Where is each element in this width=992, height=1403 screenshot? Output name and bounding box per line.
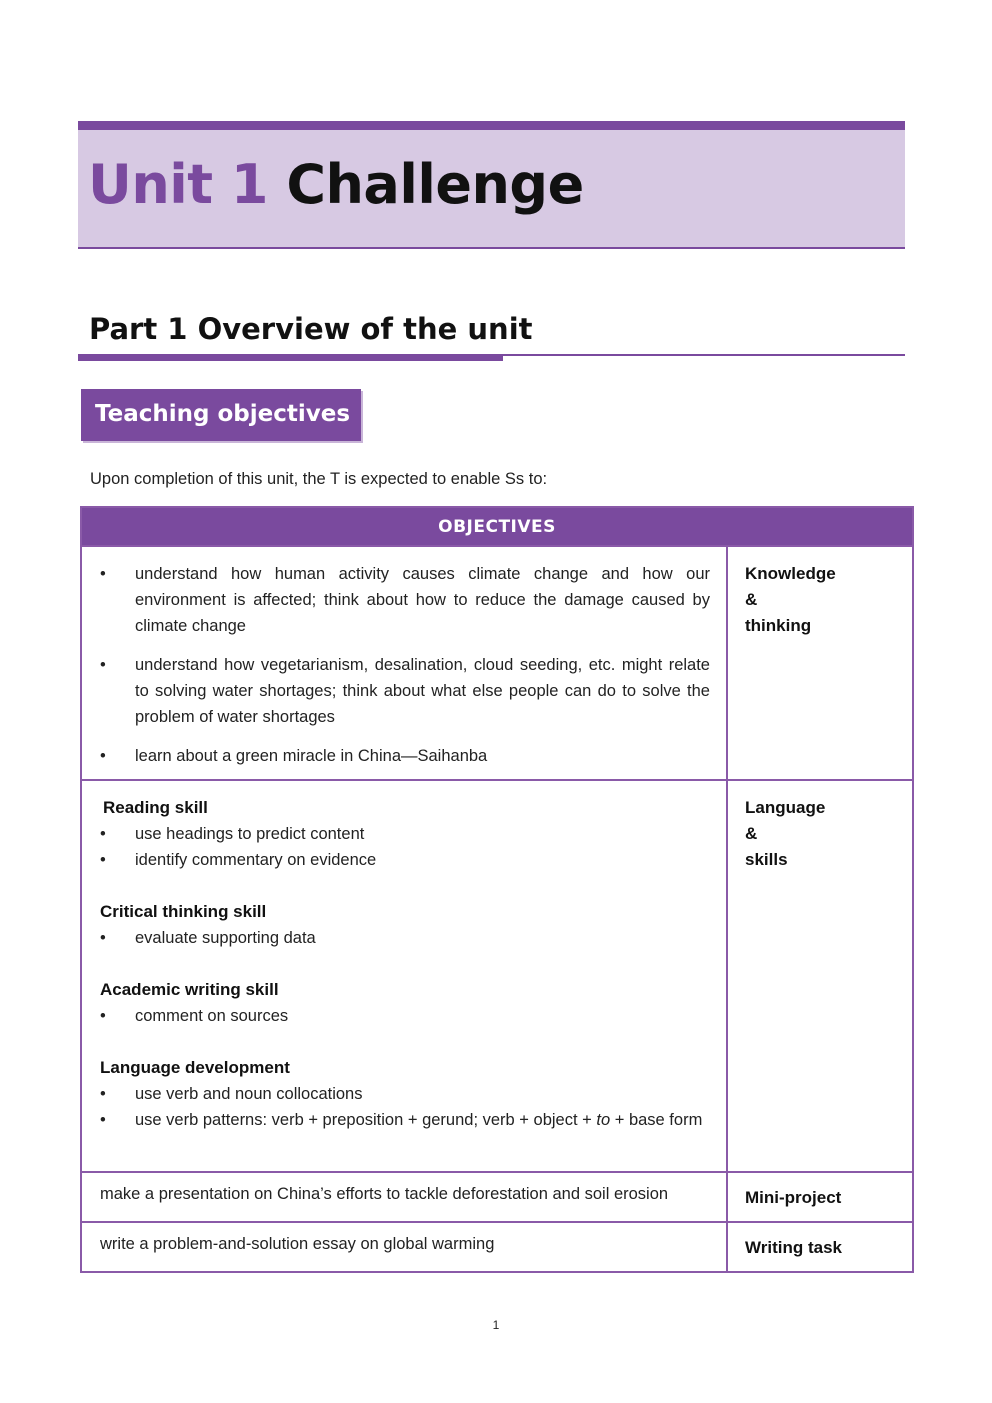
unit-title <box>88 153 584 216</box>
mini-project-row <box>81 1172 913 1222</box>
skill-group-language-development <box>100 1055 710 1133</box>
list-item: • understand how human activity causes climate change and how our environment is affected; think about how to reduce the damage caused by climate change <box>100 561 710 639</box>
category-line: thinking <box>745 616 812 635</box>
category-line: skills <box>745 850 788 869</box>
mini-project-category: Mini-project <box>727 1172 913 1222</box>
language-row <box>81 780 913 1172</box>
language-objectives-cell <box>81 780 727 1172</box>
list-item: • learn about a green miracle in China—Saihanba <box>100 743 710 769</box>
part-title: Part 1 Overview of the unit <box>89 312 533 346</box>
section-badge-label: Teaching objectives <box>95 401 351 427</box>
part-divider-accent <box>78 356 503 361</box>
skill-heading: Reading skill <box>103 798 208 817</box>
verb-patterns-to: to <box>596 1111 611 1129</box>
section-badge <box>81 389 361 441</box>
writing-task-category: Writing task <box>727 1222 913 1272</box>
list-item: • identify commentary on evidence <box>100 847 710 873</box>
skill-heading: Language development <box>100 1058 290 1077</box>
category-line: & <box>745 590 758 609</box>
list-item: • use verb and noun collocations <box>100 1081 710 1107</box>
knowledge-objectives-cell <box>81 546 727 780</box>
page-number: 1 <box>492 1318 500 1332</box>
objectives-heading: OBJECTIVES <box>81 507 913 546</box>
category-line: Knowledge <box>745 564 836 583</box>
objectives-table <box>80 506 914 1273</box>
knowledge-category-cell <box>727 546 913 780</box>
writing-task-objective: write a problem-and-solution essay on global warming <box>81 1222 727 1272</box>
unit-banner <box>78 121 905 249</box>
skill-list <box>100 1081 710 1133</box>
list-item: • evaluate supporting data <box>100 925 710 951</box>
skill-list <box>100 925 710 951</box>
list-item: • comment on sources <box>100 1003 710 1029</box>
knowledge-list <box>100 561 710 769</box>
category-line: Language <box>745 798 826 817</box>
skill-heading: Critical thinking skill <box>100 902 267 921</box>
skill-group-critical-thinking <box>100 899 710 951</box>
list-item-verb-patterns <box>100 1107 710 1133</box>
mini-project-objective: make a presentation on China’s efforts to tackle deforestation and soil erosion <box>81 1172 727 1222</box>
skill-list <box>100 1003 710 1029</box>
language-category-cell <box>727 780 913 1172</box>
skill-list <box>100 821 710 873</box>
verb-patterns-text: use verb patterns: verb + preposition + gerund; verb + object + <box>135 1111 597 1129</box>
skill-group-academic-writing <box>100 977 710 1029</box>
category-line: & <box>745 824 758 843</box>
list-item: • understand how vegetarianism, desalination, cloud seeding, etc. might relate to solving water shortages; think about what else people can do to solve the problem of water shortages <box>100 652 710 730</box>
skill-heading: Academic writing skill <box>100 980 279 999</box>
knowledge-row <box>81 546 913 780</box>
writing-task-row <box>81 1222 913 1272</box>
verb-patterns-text-end: + base form <box>610 1111 703 1129</box>
list-item: • use headings to predict content <box>100 821 710 847</box>
skill-group-reading <box>100 795 710 873</box>
table-header-row <box>81 507 913 546</box>
unit-name: Challenge <box>286 153 584 216</box>
intro-text: Upon completion of this unit, the T is expected to enable Ss to: <box>90 470 548 488</box>
unit-number: Unit 1 <box>88 153 268 216</box>
